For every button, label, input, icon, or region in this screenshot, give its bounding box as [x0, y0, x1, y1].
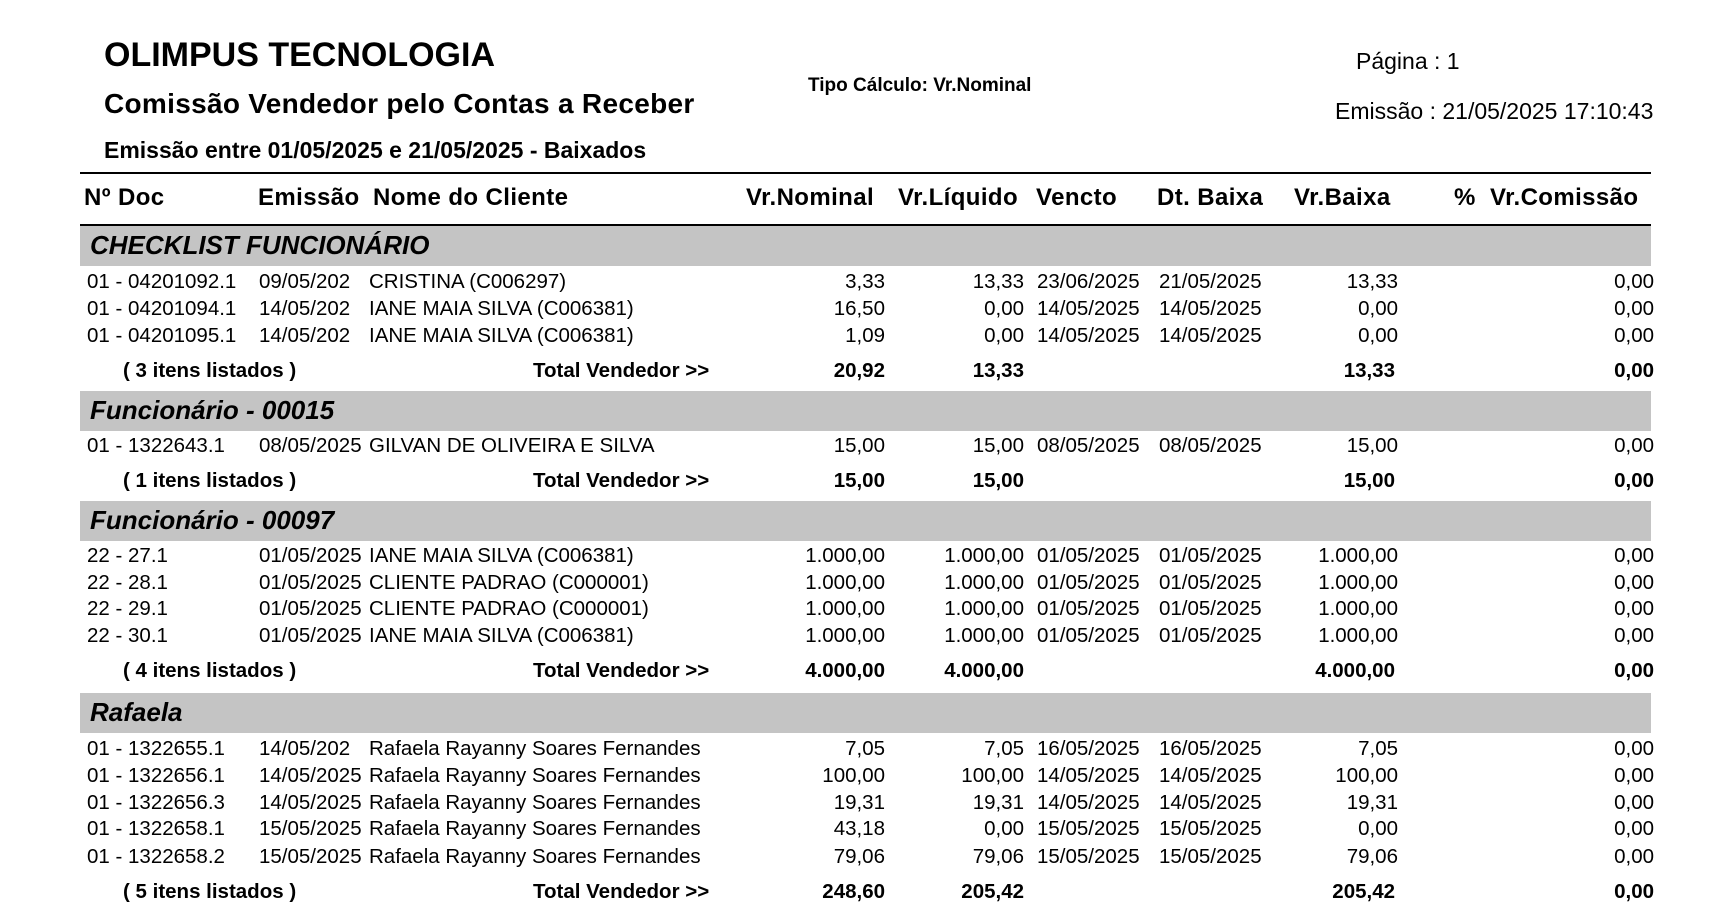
cell-baixa-dt: 15/05/2025 [1159, 817, 1262, 840]
cell-baixa-vr: 0,00 [1358, 817, 1398, 840]
col-vencto: Vencto [1036, 184, 1118, 211]
col-baixa-dt: Dt. Baixa [1157, 184, 1264, 211]
table-row [0, 571, 1711, 597]
table-row [0, 324, 1711, 350]
total-nominal: 15,00 [833, 469, 885, 492]
total-label: Total Vendedor >> [533, 469, 710, 492]
cell-cliente: IANE MAIA SILVA (C006381) [369, 624, 634, 647]
cell-comissao: 0,00 [1614, 571, 1654, 594]
cell-comissao: 0,00 [1614, 737, 1654, 760]
cell-cliente: Rafaela Rayanny Soares Fernandes [369, 817, 701, 840]
group-band [80, 501, 1651, 541]
group-band [80, 226, 1651, 266]
cell-doc: 01 - 1322658.1 [87, 817, 225, 840]
cell-liquido: 1.000,00 [944, 544, 1024, 567]
cell-liquido: 0,00 [984, 297, 1024, 320]
cell-comissao: 0,00 [1614, 544, 1654, 567]
cell-baixa-dt: 15/05/2025 [1159, 845, 1262, 868]
cell-doc: 01 - 04201095.1 [87, 324, 237, 347]
group-total-row [0, 469, 1711, 495]
cell-emissao: 14/05/202 [259, 297, 351, 320]
cell-cliente: IANE MAIA SILVA (C006381) [369, 544, 634, 567]
cell-doc: 01 - 1322643.1 [87, 434, 225, 457]
cell-comissao: 0,00 [1614, 791, 1654, 814]
table-row [0, 817, 1711, 843]
cell-baixa-vr: 100,00 [1335, 764, 1398, 787]
total-count: ( 1 itens listados ) [123, 469, 297, 492]
total-comissao: 0,00 [1614, 659, 1654, 682]
total-count: ( 3 itens listados ) [123, 359, 297, 382]
cell-emissao: 14/05/2025 [259, 791, 362, 814]
cell-baixa-dt: 01/05/2025 [1159, 597, 1262, 620]
cell-baixa-dt: 16/05/2025 [1159, 737, 1262, 760]
cell-cliente: GILVAN DE OLIVEIRA E SILVA [369, 434, 655, 457]
cell-emissao: 01/05/2025 [259, 544, 362, 567]
total-count: ( 4 itens listados ) [123, 659, 297, 682]
cell-doc: 01 - 1322658.2 [87, 845, 225, 868]
cell-vencto: 15/05/2025 [1037, 845, 1140, 868]
col-doc: Nº Doc [84, 184, 165, 211]
cell-baixa-dt: 08/05/2025 [1159, 434, 1262, 457]
cell-vencto: 01/05/2025 [1037, 624, 1140, 647]
total-label: Total Vendedor >> [533, 359, 710, 382]
cell-cliente: CLIENTE PADRAO (C000001) [369, 571, 649, 594]
cell-doc: 01 - 04201092.1 [87, 270, 237, 293]
table-row [0, 737, 1711, 763]
cell-baixa-vr: 7,05 [1358, 737, 1398, 760]
group-title: Rafaela [90, 697, 183, 727]
cell-cliente: Rafaela Rayanny Soares Fernandes [369, 845, 701, 868]
cell-doc: 22 - 29.1 [87, 597, 168, 620]
emission-timestamp: Emissão : 21/05/2025 17:10:43 [1335, 98, 1654, 124]
cell-baixa-dt: 01/05/2025 [1159, 571, 1262, 594]
cell-liquido: 100,00 [961, 764, 1024, 787]
cell-emissao: 08/05/2025 [259, 434, 362, 457]
col-nominal: Vr.Nominal [746, 184, 875, 211]
cell-emissao: 01/05/2025 [259, 597, 362, 620]
cell-baixa-vr: 19,31 [1346, 791, 1398, 814]
cell-baixa-dt: 14/05/2025 [1159, 764, 1262, 787]
cell-doc: 22 - 30.1 [87, 624, 168, 647]
total-baixa-vr: 205,42 [1332, 880, 1395, 903]
col-pct: % [1454, 184, 1476, 211]
cell-cliente: Rafaela Rayanny Soares Fernandes [369, 791, 701, 814]
cell-cliente: Rafaela Rayanny Soares Fernandes [369, 764, 701, 787]
cell-liquido: 1.000,00 [944, 571, 1024, 594]
col-liquido: Vr.Líquido [898, 184, 1019, 211]
total-comissao: 0,00 [1614, 469, 1654, 492]
cell-doc: 01 - 1322656.3 [87, 791, 225, 814]
cell-emissao: 01/05/2025 [259, 624, 362, 647]
group-total-row [0, 880, 1711, 906]
cell-cliente: IANE MAIA SILVA (C006381) [369, 324, 634, 347]
cell-nominal: 1.000,00 [805, 571, 885, 594]
cell-nominal: 1.000,00 [805, 624, 885, 647]
group-band [80, 391, 1651, 431]
total-baixa-vr: 15,00 [1343, 469, 1395, 492]
total-comissao: 0,00 [1614, 359, 1654, 382]
cell-vencto: 14/05/2025 [1037, 297, 1140, 320]
cell-emissao: 01/05/2025 [259, 571, 362, 594]
cell-nominal: 15,00 [833, 434, 885, 457]
col-cliente: Nome do Cliente [373, 184, 569, 211]
cell-vencto: 14/05/2025 [1037, 791, 1140, 814]
table-row [0, 434, 1711, 460]
cell-emissao: 14/05/2025 [259, 764, 362, 787]
cell-liquido: 19,31 [972, 791, 1024, 814]
cell-liquido: 79,06 [972, 845, 1024, 868]
cell-vencto: 14/05/2025 [1037, 764, 1140, 787]
cell-comissao: 0,00 [1614, 434, 1654, 457]
total-count: ( 5 itens listados ) [123, 880, 297, 903]
group-title: Funcionário - 00015 [90, 395, 335, 425]
cell-cliente: IANE MAIA SILVA (C006381) [369, 297, 634, 320]
cell-emissao: 15/05/2025 [259, 845, 362, 868]
cell-comissao: 0,00 [1614, 764, 1654, 787]
table-row [0, 791, 1711, 817]
total-nominal: 4.000,00 [805, 659, 885, 682]
total-nominal: 248,60 [822, 880, 885, 903]
table-row [0, 764, 1711, 790]
cell-vencto: 01/05/2025 [1037, 544, 1140, 567]
cell-vencto: 14/05/2025 [1037, 324, 1140, 347]
company-name: OLIMPUS TECNOLOGIA [104, 36, 495, 74]
calc-type: Tipo Cálculo: Vr.Nominal [808, 75, 1032, 96]
total-liquido: 13,33 [972, 359, 1024, 382]
cell-nominal: 19,31 [833, 791, 885, 814]
cell-comissao: 0,00 [1614, 845, 1654, 868]
cell-comissao: 0,00 [1614, 324, 1654, 347]
cell-vencto: 01/05/2025 [1037, 597, 1140, 620]
cell-liquido: 13,33 [972, 270, 1024, 293]
table-row [0, 297, 1711, 323]
cell-liquido: 1.000,00 [944, 597, 1024, 620]
cell-baixa-dt: 14/05/2025 [1159, 791, 1262, 814]
cell-emissao: 14/05/202 [259, 737, 351, 760]
total-label: Total Vendedor >> [533, 880, 710, 903]
cell-nominal: 79,06 [833, 845, 885, 868]
cell-baixa-vr: 1.000,00 [1318, 624, 1398, 647]
cell-cliente: CRISTINA (C006297) [369, 270, 567, 293]
cell-comissao: 0,00 [1614, 817, 1654, 840]
cell-baixa-vr: 79,06 [1346, 845, 1398, 868]
group-title: CHECKLIST FUNCIONÁRIO [90, 230, 430, 260]
cell-nominal: 100,00 [822, 764, 885, 787]
cell-nominal: 1,09 [845, 324, 885, 347]
group-total-row [0, 659, 1711, 685]
cell-nominal: 16,50 [833, 297, 885, 320]
cell-cliente: CLIENTE PADRAO (C000001) [369, 597, 649, 620]
cell-liquido: 0,00 [984, 324, 1024, 347]
cell-baixa-vr: 1.000,00 [1318, 571, 1398, 594]
table-row [0, 544, 1711, 570]
cell-nominal: 1.000,00 [805, 597, 885, 620]
cell-comissao: 0,00 [1614, 597, 1654, 620]
cell-doc: 01 - 1322656.1 [87, 764, 225, 787]
cell-vencto: 01/05/2025 [1037, 571, 1140, 594]
cell-nominal: 3,33 [845, 270, 885, 293]
cell-baixa-vr: 0,00 [1358, 297, 1398, 320]
cell-baixa-dt: 14/05/2025 [1159, 297, 1262, 320]
col-baixa-vr: Vr.Baixa [1294, 184, 1391, 211]
cell-baixa-vr: 15,00 [1346, 434, 1398, 457]
cell-doc: 01 - 04201094.1 [87, 297, 237, 320]
cell-emissao: 09/05/202 [259, 270, 351, 293]
group-total-row [0, 359, 1711, 385]
cell-emissao: 15/05/2025 [259, 817, 362, 840]
cell-vencto: 15/05/2025 [1037, 817, 1140, 840]
cell-nominal: 1.000,00 [805, 544, 885, 567]
cell-baixa-vr: 1.000,00 [1318, 544, 1398, 567]
cell-doc: 01 - 1322655.1 [87, 737, 225, 760]
col-comissao: Vr.Comissão [1490, 184, 1639, 211]
total-baixa-vr: 4.000,00 [1315, 659, 1395, 682]
total-liquido: 15,00 [972, 469, 1024, 492]
cell-vencto: 08/05/2025 [1037, 434, 1140, 457]
page-number: Página : 1 [1356, 48, 1460, 74]
cell-nominal: 7,05 [845, 737, 885, 760]
total-label: Total Vendedor >> [533, 659, 710, 682]
report-title: Comissão Vendedor pelo Contas a Receber [104, 88, 695, 119]
table-row [0, 624, 1711, 650]
cell-baixa-dt: 21/05/2025 [1159, 270, 1262, 293]
total-nominal: 20,92 [833, 359, 885, 382]
cell-nominal: 43,18 [833, 817, 885, 840]
cell-baixa-dt: 14/05/2025 [1159, 324, 1262, 347]
table-row [0, 270, 1711, 296]
total-liquido: 205,42 [961, 880, 1024, 903]
total-baixa-vr: 13,33 [1343, 359, 1395, 382]
cell-liquido: 7,05 [984, 737, 1024, 760]
group-band [80, 693, 1651, 733]
cell-baixa-vr: 1.000,00 [1318, 597, 1398, 620]
cell-vencto: 16/05/2025 [1037, 737, 1140, 760]
cell-doc: 22 - 27.1 [87, 544, 168, 567]
cell-doc: 22 - 28.1 [87, 571, 168, 594]
cell-comissao: 0,00 [1614, 270, 1654, 293]
cell-liquido: 1.000,00 [944, 624, 1024, 647]
cell-cliente: Rafaela Rayanny Soares Fernandes [369, 737, 701, 760]
header-top-rule [80, 172, 1651, 174]
cell-liquido: 15,00 [972, 434, 1024, 457]
cell-baixa-dt: 01/05/2025 [1159, 544, 1262, 567]
cell-comissao: 0,00 [1614, 297, 1654, 320]
cell-liquido: 0,00 [984, 817, 1024, 840]
cell-comissao: 0,00 [1614, 624, 1654, 647]
group-title: Funcionário - 00097 [90, 505, 335, 535]
table-row [0, 597, 1711, 623]
cell-baixa-vr: 13,33 [1346, 270, 1398, 293]
col-emissao: Emissão [258, 184, 360, 211]
cell-baixa-dt: 01/05/2025 [1159, 624, 1262, 647]
report-period: Emissão entre 01/05/2025 e 21/05/2025 - Baixados [104, 137, 647, 163]
total-liquido: 4.000,00 [944, 659, 1024, 682]
total-comissao: 0,00 [1614, 880, 1654, 903]
cell-baixa-vr: 0,00 [1358, 324, 1398, 347]
table-row [0, 845, 1711, 871]
cell-emissao: 14/05/202 [259, 324, 351, 347]
cell-vencto: 23/06/2025 [1037, 270, 1140, 293]
